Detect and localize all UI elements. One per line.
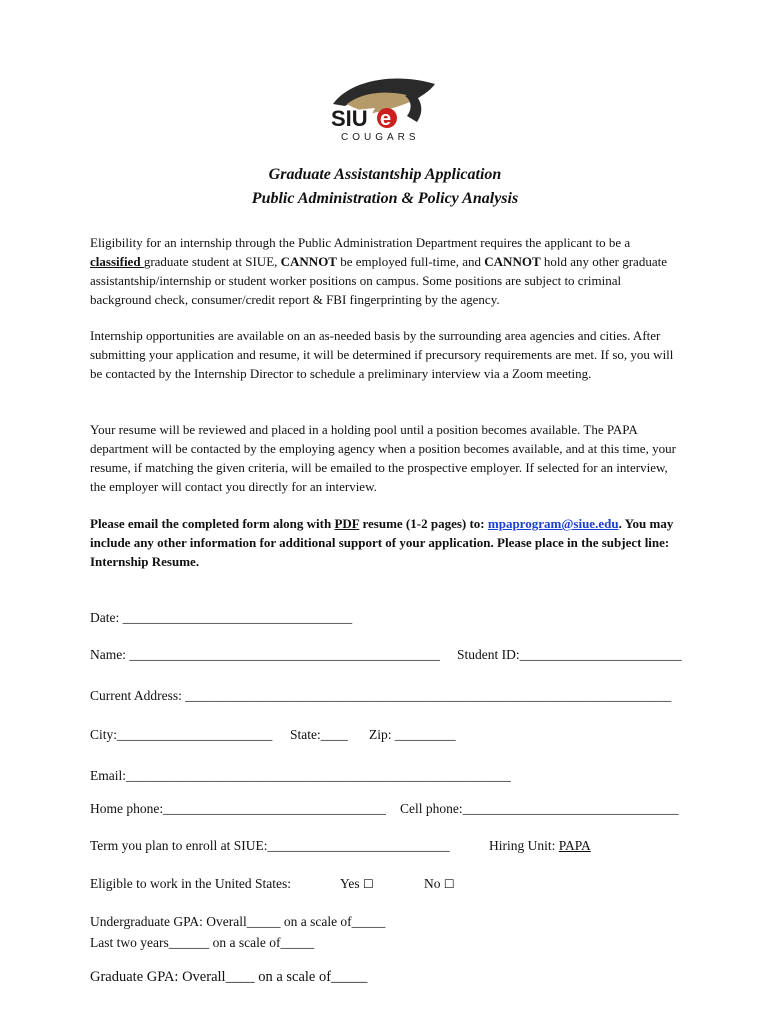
form-subtitle: Public Administration & Policy Analysis <box>251 190 519 207</box>
form-title: Graduate Assistantship Application <box>268 166 502 183</box>
undergrad-gpa-field[interactable]: Undergraduate GPA: Overall_____ on a scale of_____ <box>90 914 386 929</box>
state-field[interactable]: State:____ <box>290 727 348 742</box>
term-field[interactable]: Term you plan to enroll at SIUE:___________________________ <box>90 838 450 853</box>
student-id-field[interactable]: Student ID:________________________ <box>457 647 682 662</box>
eligible-label: Eligible to work in the United States: <box>90 876 291 891</box>
city-field[interactable]: City:_______________________ <box>90 727 273 742</box>
hiring-unit-value: PAPA <box>558 838 591 853</box>
home-phone-field[interactable]: Home phone:_________________________________ <box>90 801 386 816</box>
last-two-years-field[interactable]: Last two years______ on a scale of_____ <box>90 935 315 950</box>
logo-siu-text: SIU <box>331 106 368 131</box>
zip-field[interactable]: Zip: _________ <box>369 727 456 742</box>
classified-emphasis: classified <box>90 254 144 269</box>
yes-checkbox[interactable]: ☐ <box>363 877 374 891</box>
logo-e-text: e <box>380 108 392 130</box>
hiring-unit: Hiring Unit: PAPA <box>489 838 591 853</box>
graduate-gpa-field[interactable]: Graduate GPA: Overall____ on a scale of_____ <box>90 969 368 985</box>
yes-option[interactable]: Yes ☐ <box>340 876 374 891</box>
cell-phone-field[interactable]: Cell phone:________________________________ <box>400 801 679 816</box>
siue-cougars-logo <box>325 70 445 142</box>
opportunities-paragraph: Internship opportunities are available on an as-needed basis by the surrounding area agencies and cities. After submitting your application and resume, it will be determined if precursory requirements are met. If so, you will be contacted by the Internship Director to schedule a preliminary interview via a Zoom meeting. <box>90 328 674 381</box>
address-field[interactable]: Current Address: ________________________________________________________________________ <box>90 688 672 703</box>
email-link[interactable]: mpaprogram@siue.edu <box>487 516 619 531</box>
email-field[interactable]: Email:_________________________________________________________ <box>90 768 511 783</box>
submission-instructions: Please email the completed form along with PDF resume (1-2 pages) to: mpaprogram@siue.edu. You may include any other information for additional support of your application. Please place in the subject line: Internship Resume. <box>90 516 674 569</box>
cougar-head-icon <box>325 70 445 142</box>
no-option[interactable]: No ☐ <box>424 876 455 891</box>
name-field[interactable]: Name: ______________________________________________ <box>90 647 440 662</box>
logo-cougars-text: COUGARS <box>341 132 420 142</box>
resume-paragraph: Your resume will be reviewed and placed in a holding pool until a position becomes available. The PAPA department will be contacted by the employing agency when a position becomes available, and at this time, your resume, if matching the given criteria, will be emailed to the prospective employer. If selected for an interview, the employer will contact you directly for an interview. <box>90 422 676 494</box>
date-field[interactable]: Date: __________________________________ <box>90 610 353 625</box>
eligibility-paragraph: Eligibility for an internship through the Public Administration Department requires the applicant to be a classified graduate student at SIUE, CANNOT be employed full-time, and CANNOT hold any other graduate assistantship/internship or student worker positions on campus. Some positions are subject to criminal background check, consumer/credit report & FBI fingerprinting by the agency. <box>90 235 667 307</box>
no-checkbox[interactable]: ☐ <box>443 877 455 891</box>
